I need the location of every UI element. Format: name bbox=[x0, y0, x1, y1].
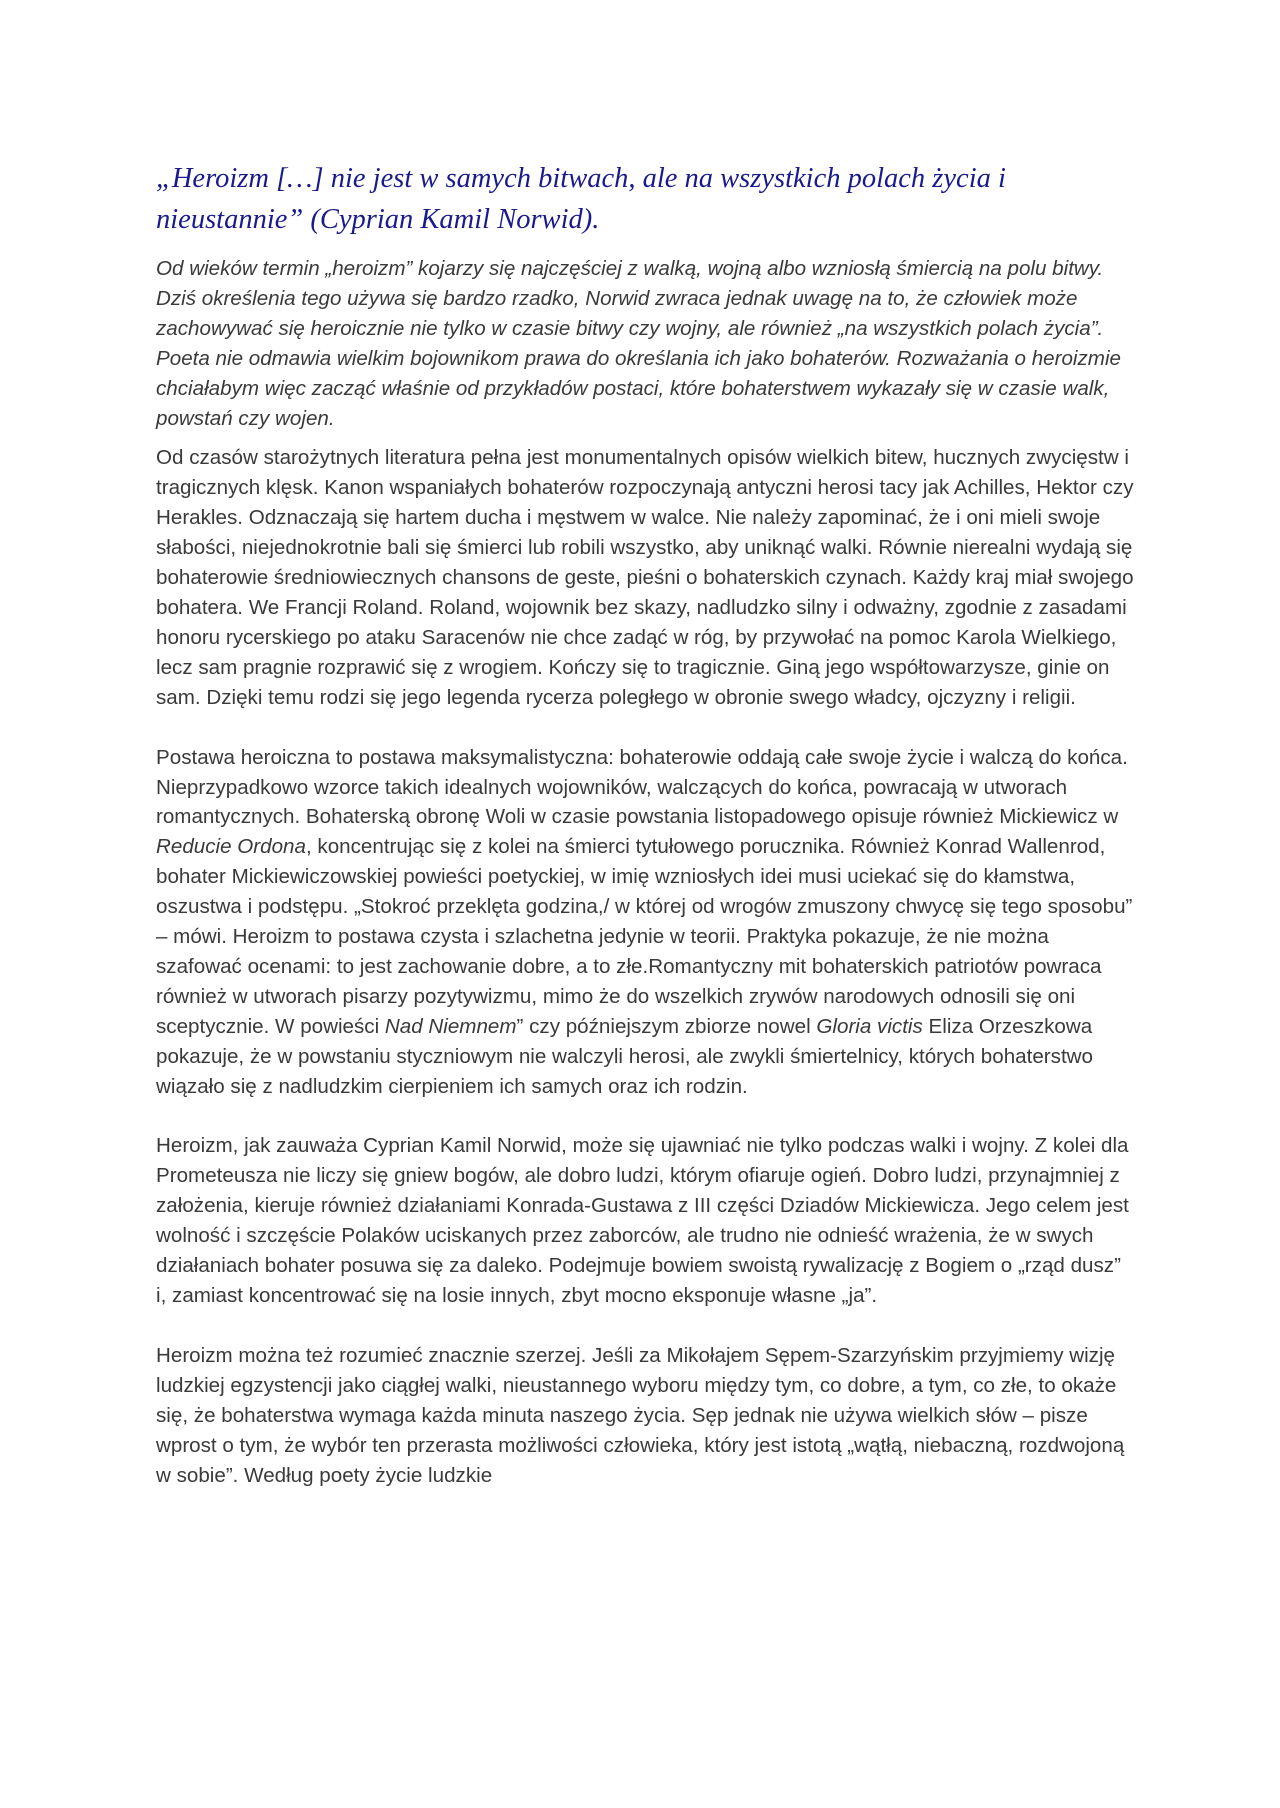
paragraph-text: , koncentrując się z kolei na śmierci tytułowego porucznika. Również Konrad Wallenrod, bohater Mickiewiczowskiej powieści poetyckiej, w imię wzniosłych idei musi uciekać się do kłamstwa, oszustwa i podstępu. „Stokroć przeklęta godzina,/ w której od wrogów zmuszony chwycę się tego sposobu” – mówi. Heroizm to postawa czysta i szlachetna jedynie w teorii. Praktyka pokazuje, że nie można szafować ocenami: to jest zachowanie dobre, a to złe.Romantyczny mit bohaterskich patriotów powraca również w utworach pisarzy pozytywizmu, mimo że do wszelkich zrywów narodowych odnosili się oni sceptycznie. W powieści bbox=[156, 835, 1133, 1038]
paragraph-heroic-attitude bbox=[156, 743, 1136, 1102]
paragraph-norwid-prometheus: Heroizm, jak zauważa Cyprian Kamil Norwid, może się ujawniać nie tylko podczas walki i wojny. Z kolei dla Prometeusza nie liczy się gniew bogów, ale dobro ludzi, którym ofiaruje ogień. Dobro ludzi, przynajmniej z założenia, kieruje również działaniami Konrada-Gustawa z III części Dziadów Mickiewicza. Jego celem jest wolność i szczęście Polaków uciskanych przez zaborców, ale trudno nie odnieść wrażenia, że w swych działaniach bohater posuwa się za daleko. Podejmuje bowiem swoistą rywalizację z Bogiem o „rząd dusz” i, zamiast koncentrować się na losie innych, zbyt mocno eksponuje własne „ja”. bbox=[156, 1134, 1129, 1307]
essay-title: „Heroizm […] nie jest w samych bitwach, ale na wszystkich polach życia i nieustannie” (Cyprian Kamil Norwid). bbox=[156, 163, 1006, 235]
paragraph-text: Eliza Orzeszkowa pokazuje, że w powstaniu styczniowym nie walczyli herosi, ale zwykli śmiertelnicy, których bohaterstwo wiązało się z nadludzkim cierpieniem ich samych oraz ich rodzin. bbox=[156, 1014, 1093, 1098]
intro-paragraph: Od wieków termin „heroizm” kojarzy się najczęściej z walką, wojną albo wzniosłą śmiercią na polu bitwy. Dziś określenia tego używa się bardzo rzadko, Norwid zwraca jednak uwagę na to, że człowiek może zachowywać się heroicznie nie tylko w czasie bitwy czy wojny, ale również „na wszystkich polach życia”. Poeta nie odmawia wielkim bojownikom prawa do określania ich jako bohaterów. Rozważania o heroizmie chciałabym więc zacząć właśnie od przykładów postaci, które bohaterstwem wykazały się w czasie walk, powstań czy wojen. bbox=[156, 257, 1121, 430]
title-nad-niemnem: Nad Niemnem bbox=[384, 1014, 517, 1038]
paragraph-text: Postawa heroiczna to postawa maksymalistyczna: bohaterowie oddają całe swoje życie i walczą do końca. Nieprzypadkowo wzorce takich idealnych wojowników, walczących do końca, powracają w utworach romantycznych. Bohaterską obronę Woli w czasie powstania listopadowego opisuje również Mickiewicz w bbox=[156, 745, 1128, 829]
paragraph-sep-szarzynski: Heroizm można też rozumieć znacznie szerzej. Jeśli za Mikołajem Sępem-Szarzyńskim przyjmiemy wizję ludzkiej egzystencji jako ciągłej walki, nieustannego wyboru między tym, co dobre, a tym, co złe, to okaże się, że bohaterstwa wymaga każda minuta naszego życia. Sęp jednak nie używa wielkich słów – pisze wprost o tym, że wybór ten przerasta możliwości człowieka, który jest istotą „wątłą, niebaczną, rozdwojoną w sobie”. Według poety życie ludzkie bbox=[156, 1343, 1125, 1487]
document-body bbox=[156, 158, 1136, 1490]
title-gloria-victis: Gloria victis bbox=[816, 1014, 923, 1038]
paragraph-ancient-heroes: Od czasów starożytnych literatura pełna jest monumentalnych opisów wielkich bitew, hucznych zwycięstw i tragicznych klęsk. Kanon wspaniałych bohaterów rozpoczynają antyczni herosi tacy jak Achilles, Hektor czy Herakles. Odznaczają się hartem ducha i męstwem w walce. Nie należy zapominać, że i oni mieli swoje słabości, niejednokrotnie bali się śmierci lub robili wszystko, aby uniknąć walki. Równie nierealni wydają się bohaterowie średniowiecznych chansons de geste, pieśni o bohaterskich czynach. Każdy kraj miał swojego bohatera. We Francji Roland. Roland, wojownik bez skazy, nadludzko silny i odważny, zgodnie z zasadami honoru rycerskiego po ataku Saracenów nie chce zadąć w róg, by przywołać na pomoc Karola Wielkiego, lecz sam pragnie rozprawić się z wrogiem. Kończy się to tragicznie. Giną jego współtowarzysze, ginie on sam. Dzięki temu rodzi się jego legenda rycerza poległego w obronie swego władcy, ojczyzny i religii. bbox=[156, 446, 1134, 709]
title-reduta-ordona: Reducie Ordona bbox=[156, 835, 306, 859]
paragraph-text: ” czy późniejszym zbiorze nowel bbox=[516, 1014, 817, 1038]
